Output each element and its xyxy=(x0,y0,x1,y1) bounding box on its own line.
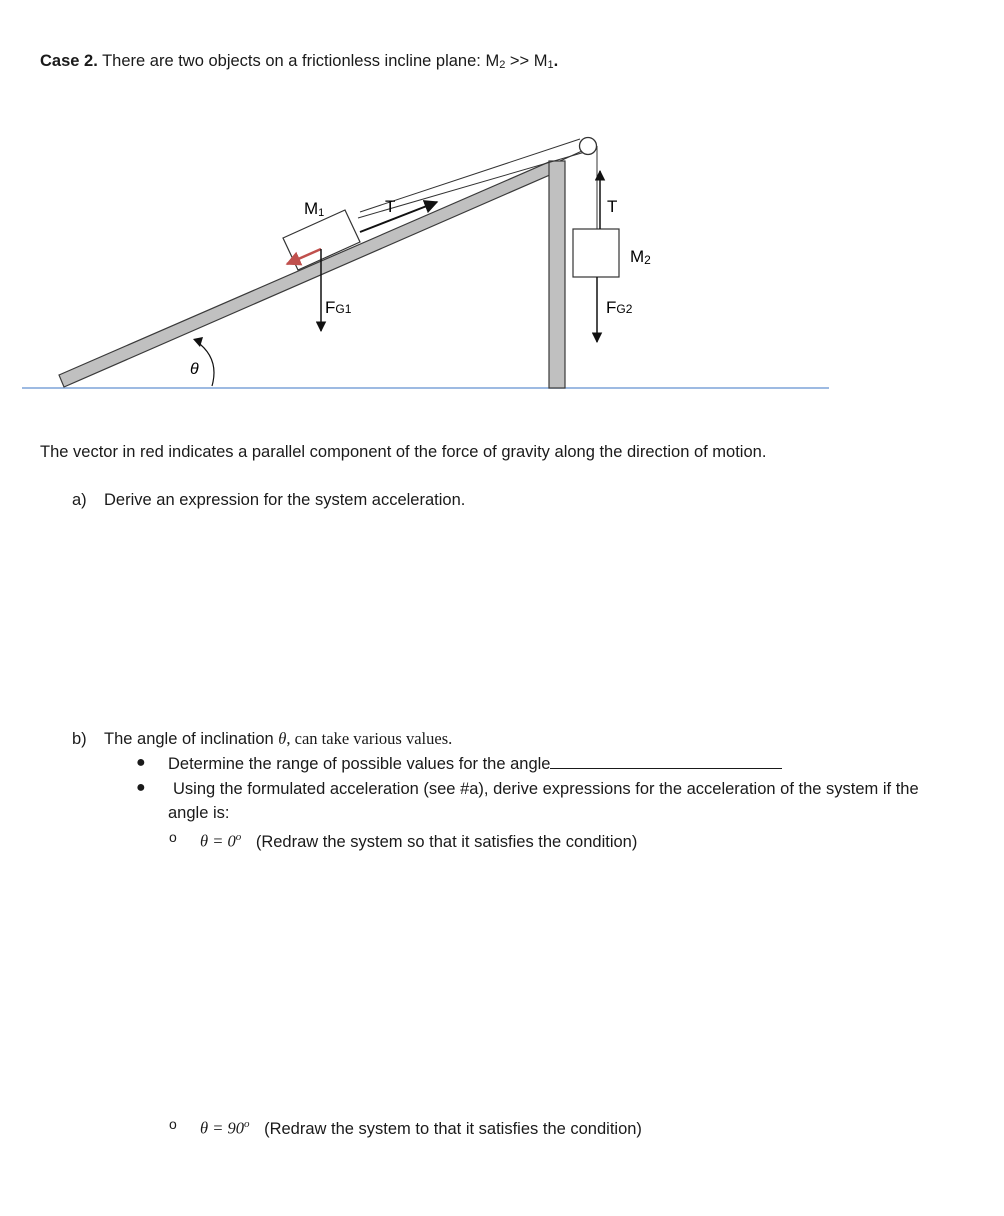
theta-ninety-expr: θ = 90 xyxy=(200,1118,244,1138)
pulley xyxy=(580,138,597,155)
part-a-label: a) xyxy=(72,491,87,509)
t2-label: T xyxy=(607,197,618,216)
sub-bullet-1 xyxy=(200,827,637,852)
bullet-1-text: Determine the range of possible values for the angle xyxy=(168,755,551,773)
m1-subscript: 1 xyxy=(547,59,554,71)
bullet-1-dot: ● xyxy=(136,754,146,771)
pulley-bracket xyxy=(560,151,582,161)
bullet-1 xyxy=(168,754,782,774)
part-b-text-1: The angle of inclination xyxy=(104,730,279,748)
theta-zero-degree: o xyxy=(235,831,242,843)
support-post xyxy=(549,161,565,388)
bullet-2-line-1: Using the formulated acceleration (see #a), derive expressions for the acceleration of the system if the xyxy=(173,780,919,798)
sub-bullet-2-circle: o xyxy=(169,1116,177,1132)
part-b-text-2: , can take various values. xyxy=(286,729,453,748)
part-b-text xyxy=(104,729,452,749)
theta-label: θ xyxy=(190,361,199,378)
part-b-label: b) xyxy=(72,730,87,748)
sub-bullet-1-circle: o xyxy=(169,829,177,845)
m2-label: M2 xyxy=(630,247,651,267)
case-label: Case 2. xyxy=(40,52,98,70)
m2-block xyxy=(573,229,619,277)
fg2-label: FG2 xyxy=(606,298,633,317)
angle-range-blank xyxy=(550,754,782,769)
part-a-text: Derive an expression for the system acceleration. xyxy=(104,491,466,509)
bullet-2-dot: ● xyxy=(136,779,146,796)
incline-plank xyxy=(59,162,552,387)
theta-arc xyxy=(196,341,214,386)
m1-label: M1 xyxy=(304,199,325,219)
theta-zero-expr: θ = 0 xyxy=(200,831,236,851)
theta-ninety-degree: o xyxy=(244,1118,250,1130)
heading-period: . xyxy=(553,52,559,70)
theta-ninety-instruction: (Redraw the system to that it satisfies the condition) xyxy=(264,1119,642,1138)
incline-pulley-diagram xyxy=(0,0,1004,410)
case-description: There are two objects on a frictionless incline plane: M xyxy=(97,52,500,70)
part-b-theta: θ xyxy=(278,729,287,748)
fg1-label: FG1 xyxy=(325,298,352,317)
t1-label: T xyxy=(385,197,396,216)
red-vector-note: The vector in red indicates a parallel component of the force of gravity along the direction of motion. xyxy=(40,443,767,461)
sub-bullet-2 xyxy=(200,1114,642,1139)
much-greater-sign: >> M xyxy=(505,52,548,70)
bullet-2-line-2: angle is: xyxy=(168,804,230,822)
m2-subscript: 2 xyxy=(499,59,506,71)
theta-zero-instruction: (Redraw the system so that it satisfies the condition) xyxy=(255,832,638,851)
